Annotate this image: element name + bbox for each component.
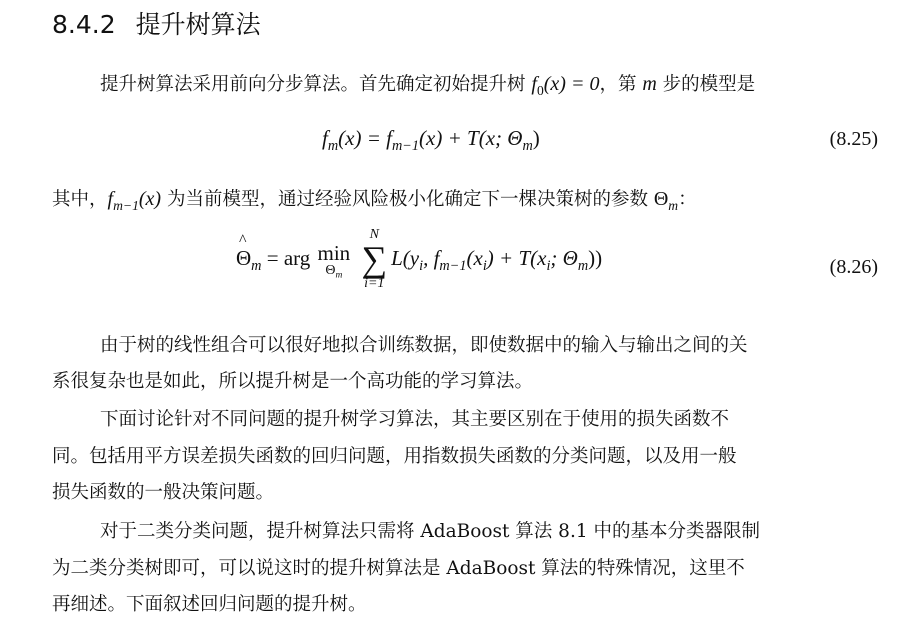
intro-text-a: 提升树算法采用前向分步算法。首先确定初始提升树 [100, 74, 532, 95]
eq25-lhs-f: f [322, 126, 328, 150]
math-fm1-rest: (x) [138, 188, 162, 210]
intro-text-c: 步的模型是 [656, 74, 756, 95]
equation-number-8-25: (8.25) [829, 128, 878, 150]
where-text-b: 为当前模型，通过经验风险极小化确定下一棵决策树的参数 [161, 189, 654, 210]
paragraph-4-line-3: 损失函数的一般决策问题。 [52, 482, 275, 503]
eq25-rhs-close: ) [532, 126, 540, 150]
math-f0 [531, 73, 600, 98]
math-f0-symbol: f [531, 73, 537, 95]
eq26-body-i2: i [482, 257, 487, 274]
eq26-body-f: )) [588, 245, 603, 270]
eq26-body-b: , f [423, 245, 440, 270]
paragraph-5-line-2: 为二类分类树即可，可以说这时的提升树算法是 AdaBoost 算法的特殊情况，这里不 [52, 558, 745, 579]
eq26-body-i3: i [546, 257, 551, 274]
eq26-sum-upper: N [369, 227, 379, 242]
math-m: m [642, 73, 657, 95]
paragraph-3-line-2: 系很复杂也是如此，所以提升树是一个高功能的学习算法。 [52, 371, 534, 392]
eq26-argmin [317, 241, 351, 281]
paragraph-intro [100, 69, 878, 100]
eq26-theta-hat: ^ Θ [236, 246, 251, 271]
eq25-rhs-sub2: m [522, 137, 533, 154]
section-title: 提升树算法 [135, 10, 261, 39]
paragraph-5-line-1: 对于二类分类问题，提升树算法只需将 AdaBoost 算法 8.1 中的基本分类器限制 [100, 521, 760, 542]
paragraph-5-line-3: 再细述。下面叙述回归问题的提升树。 [52, 594, 367, 615]
section-heading [52, 8, 261, 42]
math-fm1-symbol: f [107, 188, 114, 210]
paragraph-4-line-1: 下面讨论针对不同问题的提升树学习算法，其主要区别在于使用的损失函数不 [100, 409, 730, 430]
math-theta-m [653, 188, 679, 213]
paragraph-4-line-2: 同。包括用平方误差损失函数的回归问题，用指数损失函数的分类问题，以及用一般 [52, 446, 737, 467]
eq26-min: min [317, 241, 351, 265]
math-f0-subscript: 0 [536, 82, 544, 98]
eq26-sum-lower: i=1 [364, 276, 385, 291]
eq26-body-e: ; Θ [550, 245, 578, 270]
eq26-body-a: L(y [391, 245, 420, 270]
equation-8-25 [322, 126, 540, 154]
eq26-equals-arg: = arg [261, 245, 311, 270]
paragraph-3-line-1: 由于树的线性组合可以很好地拟合训练数据，即使数据中的输入与输出之间的关 [100, 335, 748, 356]
intro-text-b: ，第 [599, 74, 643, 95]
eq26-summation [361, 228, 387, 292]
eq26-body-d: ) + T(x [486, 245, 547, 270]
math-fm1-subscript: m−1 [113, 197, 139, 213]
eq26-body-i1: i [419, 257, 424, 274]
eq26-sum-symbol: ∑ [361, 239, 388, 279]
math-theta-subscript: m [668, 197, 679, 213]
math-theta-symbol: Θ [653, 188, 669, 210]
eq25-rhs-rest: (x) + T(x; Θ [419, 126, 523, 150]
eq25-lhs-arg: (x) = [338, 126, 387, 150]
math-f0-rest: (x) = 0 [543, 73, 600, 95]
eq25-rhs-f: f [386, 126, 392, 150]
math-fm1 [107, 188, 162, 213]
eq25-rhs-sub: m−1 [391, 137, 420, 154]
paragraph-where [52, 184, 878, 215]
eq26-min-sub: Θ [325, 263, 336, 278]
where-text-c: ： [678, 189, 697, 210]
eq26-body-m1: m−1 [439, 257, 467, 274]
eq25-lhs-sub: m [327, 137, 339, 154]
eq26-body-c: (x [466, 245, 483, 270]
eq26-theta-sub: m [251, 257, 262, 274]
equation-number-8-26: (8.26) [829, 256, 878, 278]
eq26-min-sub-sub: m [335, 270, 343, 281]
equation-8-26 [236, 228, 602, 292]
eq26-body-m2: m [577, 257, 589, 274]
section-number: 8.4.2 [52, 10, 116, 39]
where-text-a: 其中， [52, 189, 108, 210]
